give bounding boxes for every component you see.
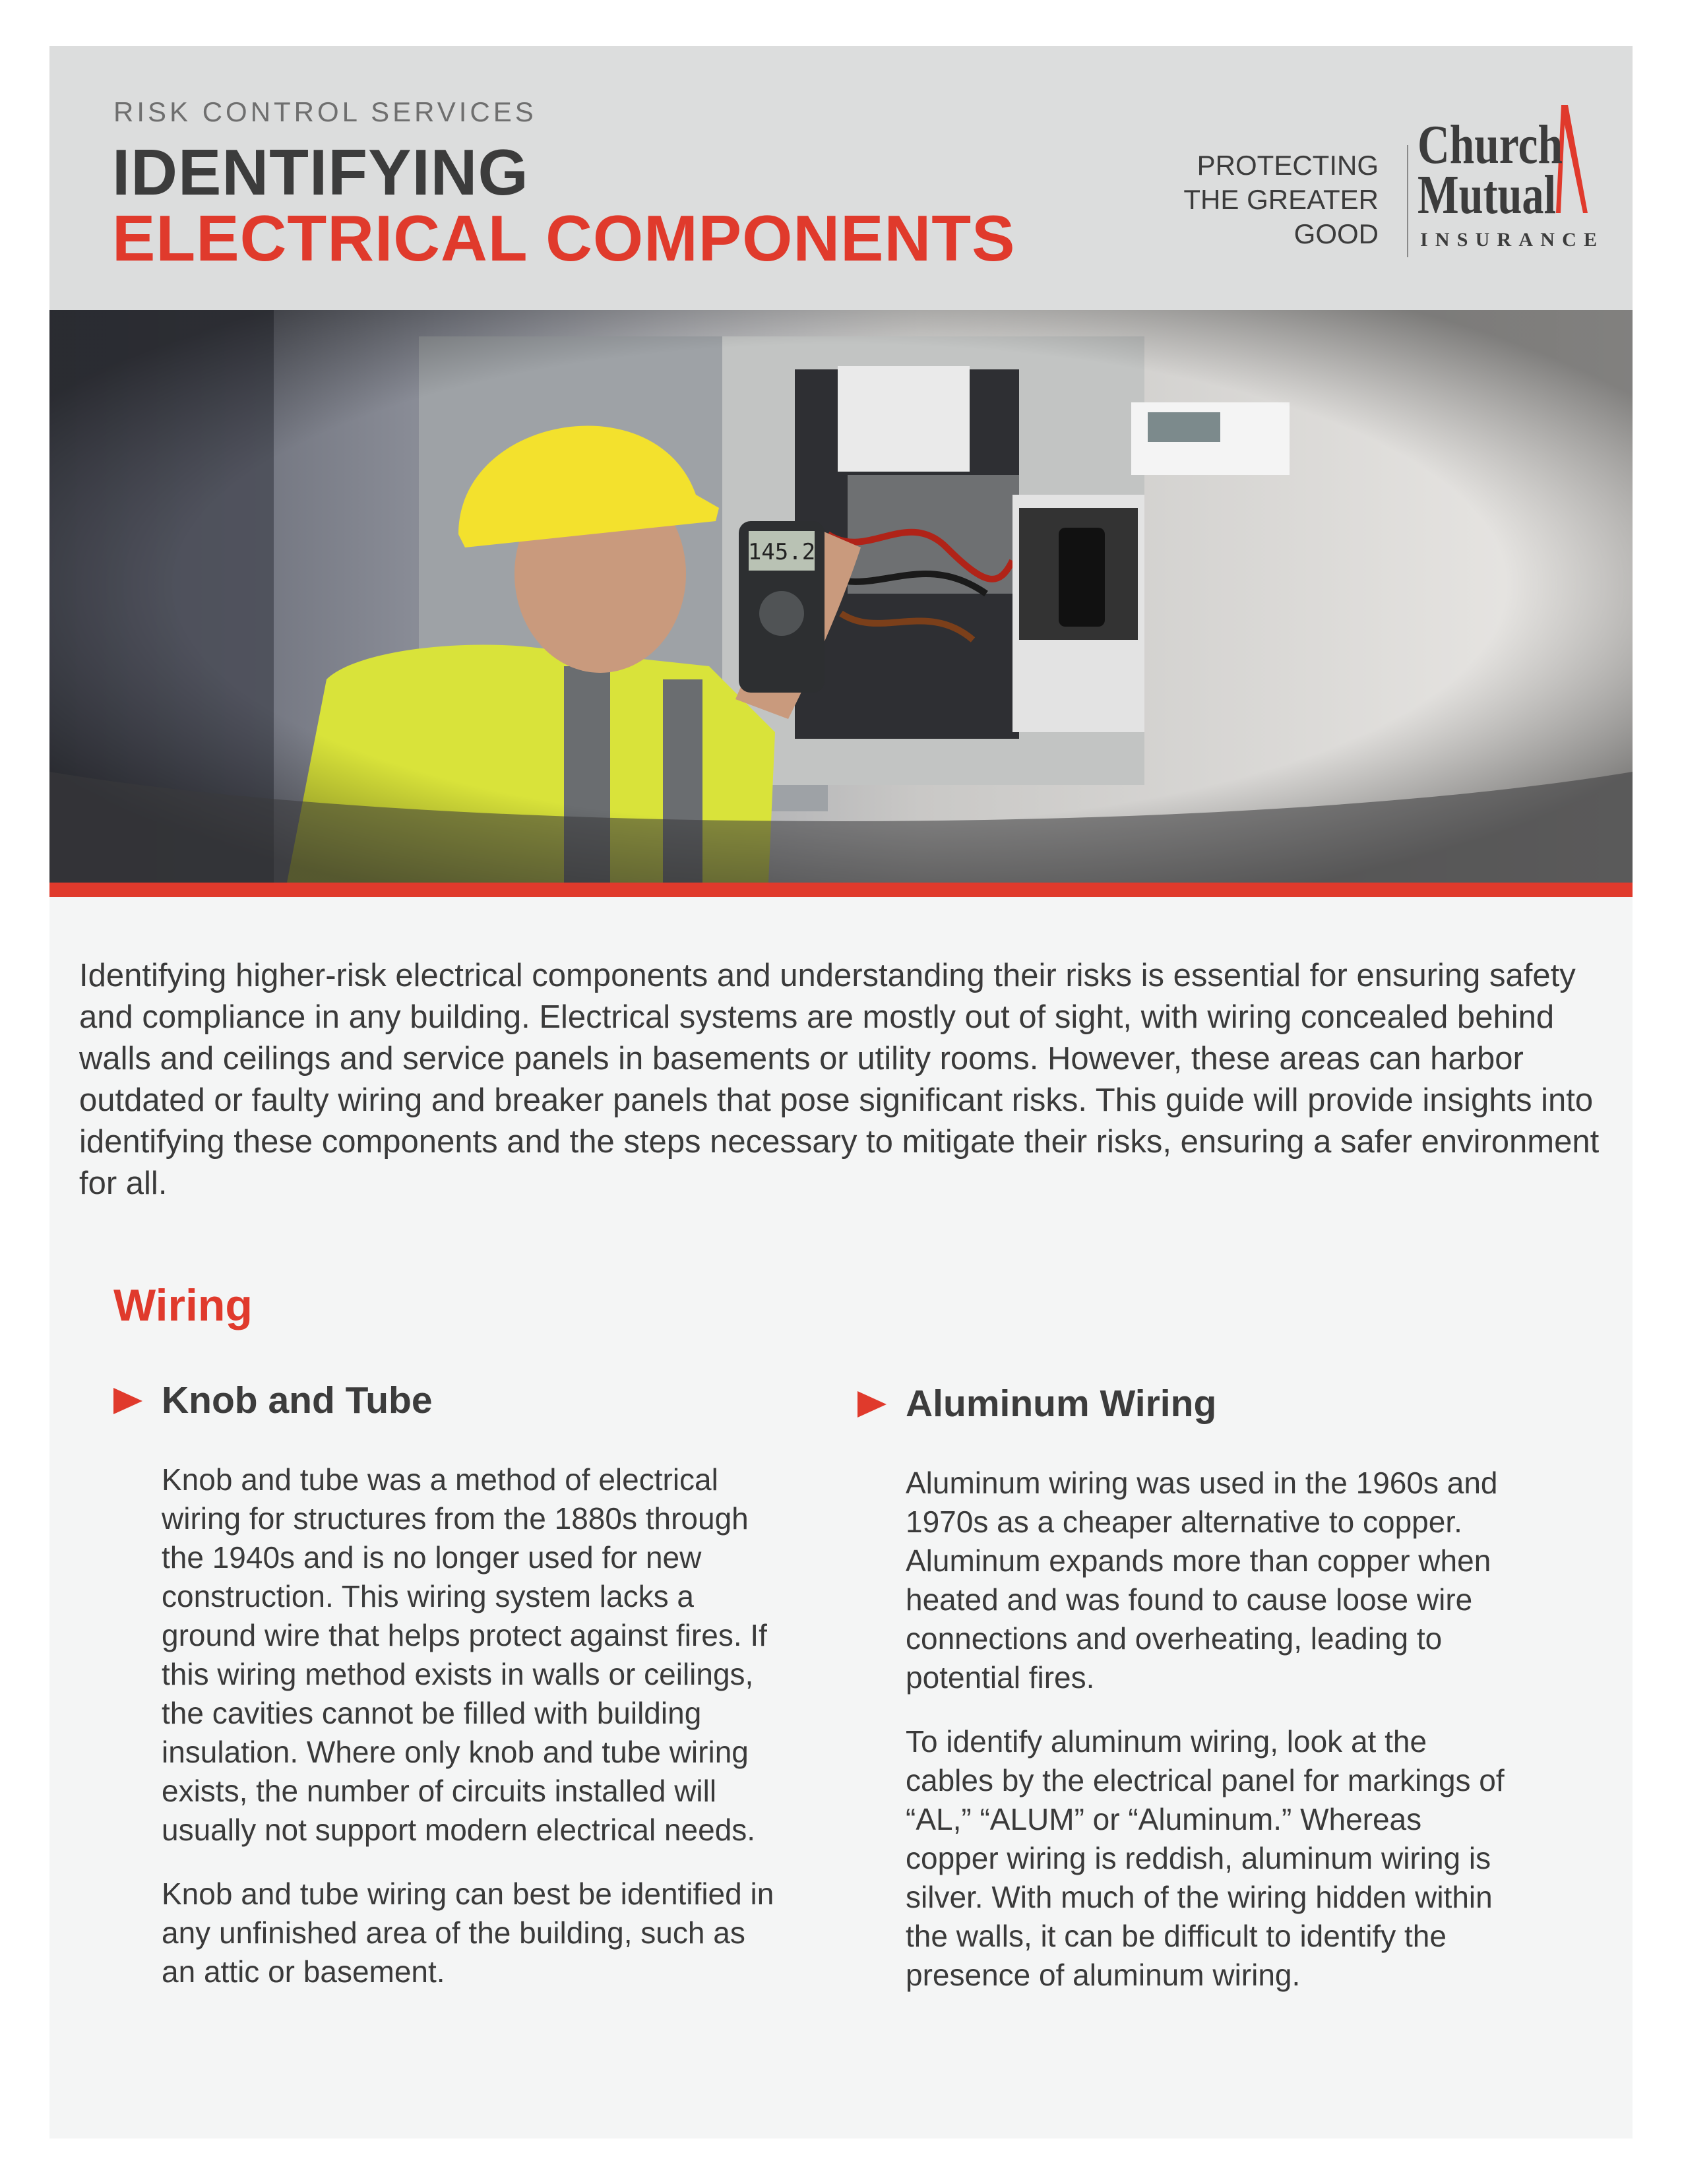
tagline-line1: PROTECTING <box>1197 150 1379 181</box>
page-title-line1: IDENTIFYING <box>112 136 529 208</box>
subheading-label: Aluminum Wiring <box>906 1383 1217 1425</box>
section-title-wiring: Wiring <box>113 1280 253 1330</box>
logo-word-church: Church <box>1417 114 1563 175</box>
paragraph: Knob and tube was a method of electrical wiring for structures from the 1880s through the 1940s and is no longer used for new construction. This wiring system lacks a ground wire that helps protect against fires. If this wiring method exists in walls or ceilings, the cavities cannot be filled with building insulation. Where only knob and tube wiring exists, the number of circuits installed will usually not support modern electrical needs. <box>162 1462 767 1847</box>
play-arrow-icon <box>113 1388 142 1414</box>
page-title-line2: ELECTRICAL COMPONENTS <box>112 202 1016 274</box>
play-arrow-icon <box>857 1391 887 1418</box>
intro-paragraph: Identifying higher-risk electrical components and understanding their risks is essential for ensuring safety and compliance in any building. Electrical systems are mostly out of sight, with wiring concealed behind walls and ceilings and service panels in basements or utility rooms. However, these areas can harbor outdated or faulty wiring and breaker panels that pose significant risks. This guide will provide insights into identifying these components and the steps necessary to mitigate their risks, ensuring a safer environment for all. <box>79 958 1600 1201</box>
red-accent-bar <box>49 883 1633 897</box>
tagline <box>1183 148 1379 251</box>
header-banner <box>49 46 1633 310</box>
eyebrow: RISK CONTROL SERVICES <box>113 96 537 127</box>
paragraph: Knob and tube wiring can best be identified in any unfinished area of the building, such as an attic or basement. <box>162 1877 774 1989</box>
subheading-aluminum-wiring <box>857 1382 1504 1435</box>
subheading-knob-and-tube <box>113 1379 760 1431</box>
subheading-label: Knob and Tube <box>162 1379 433 1421</box>
page <box>49 46 1633 2138</box>
tagline-line2: THE GREATER <box>1183 184 1379 215</box>
hero-photo-electrician <box>49 310 1633 883</box>
tagline-line3: GOOD <box>1293 218 1379 249</box>
logo-word-mutual: Mutual <box>1417 164 1556 226</box>
column-knob-and-tube <box>113 1379 774 1991</box>
column-aluminum-wiring <box>857 1382 1504 1995</box>
paragraph: To identify aluminum wiring, look at the cables by the electrical panel for markings of “AL,” “ALUM” or “Aluminum.” Whereas copper wiring is reddish, aluminum wiring is silver. With much of the wiring hidden within the walls, it can be difficult to identify the presence of aluminum wiring. <box>906 1724 1505 1992</box>
logo-divider <box>1407 145 1408 257</box>
church-mutual-logo <box>1415 102 1613 261</box>
logo-word-insurance: INSURANCE <box>1420 229 1597 251</box>
paragraph: Aluminum wiring was used in the 1960s and 1970s as a cheaper alternative to copper. Aluminum expands more than copper when heated and was found to cause loose wire connections and overheating, leading to potential fires. <box>906 1466 1498 1695</box>
